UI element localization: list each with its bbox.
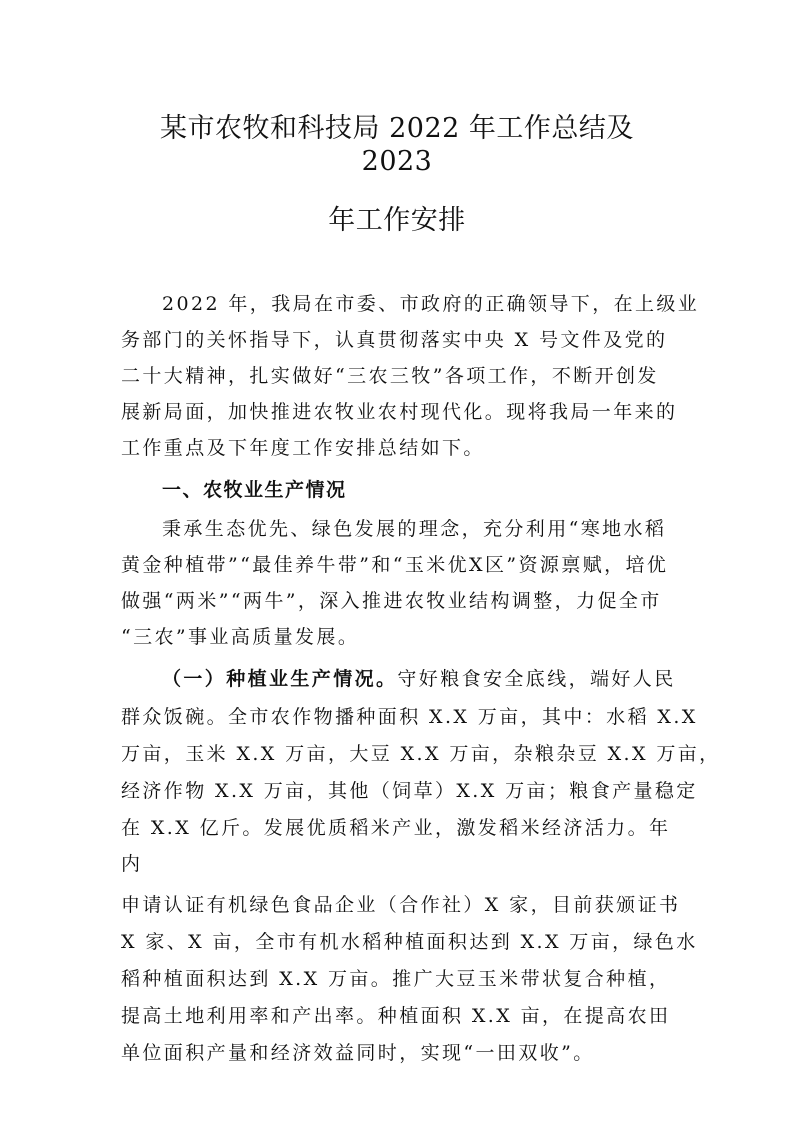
paragraph-2-line-4: “三农”事业高质量发展。 — [121, 626, 360, 648]
document-title-line-1: 某市农牧和科技局 2022 年工作总结及 — [160, 113, 634, 144]
paragraph-3-line-10: 提高土地利用率和产出率。种植面积 X.X 亩，在提高农田 — [121, 1005, 671, 1027]
paragraph-2-line-3: 做强“两米”“两牛”，深入推进农牧业结构调整，力促全市 — [121, 590, 662, 612]
paragraph-3-line-7: 申请认证有机绿色食品企业（合作社）X 家，目前获颁证书 — [121, 894, 681, 916]
paragraph-3-line-6: 内 — [121, 853, 143, 875]
subsection-1-label: （一）种植业生产情况。 — [162, 668, 398, 690]
paragraph-1-line-2: 务部门的关怀指导下，认真贯彻落实中央 X 号文件及党的 — [121, 329, 668, 351]
section-1-heading: 一、农牧业生产情况 — [162, 479, 347, 501]
paragraph-3-line-1-text: 守好粮食安全底线，端好人民 — [397, 668, 676, 690]
paragraph-3-line-11: 单位面积产量和经济效益同时，实现“一田双收”。 — [121, 1042, 595, 1064]
paragraph-2-line-2: 黄金种植带”“最佳养牛带”和“玉米优X区”资源禀赋，培优 — [121, 554, 669, 576]
paragraph-2-line-1: 秉承生态优先、绿色发展的理念，充分利用“寒地水稻 — [162, 518, 667, 540]
paragraph-3-line-9: 稻种植面积达到 X.X 万亩。推广大豆玉米带状复合种植， — [121, 968, 671, 990]
paragraph-3-line-8: X 家、X 亩，全市有机水稻种植面积达到 X.X 万亩，绿色水 — [121, 931, 698, 953]
paragraph-3-line-4: 经济作物 X.X 万亩，其他（饲草）X.X 万亩；粮食产量稳定 — [121, 780, 698, 802]
paragraph-3-line-5: 在 X.X 亿斤。发展优质稻米产业，激发稻米经济活力。年 — [121, 817, 671, 839]
paragraph-3-line-3: 万亩，玉米 X.X 万亩，大豆 X.X 万亩，杂粮杂豆 X.X 万亩， — [121, 743, 721, 765]
paragraph-3-line-1 — [162, 664, 676, 691]
paragraph-1-line-5: 工作重点及下年度工作安排总结如下。 — [121, 437, 485, 459]
document-title-line-2: 2023 — [361, 146, 433, 177]
paragraph-1-line-4: 展新局面，加快推进农牧业农村现代化。现将我局一年来的 — [121, 401, 678, 423]
paragraph-1-line-1: 2022 年，我局在市委、市政府的正确领导下，在上级业 — [162, 293, 700, 315]
paragraph-1-line-3: 二十大精神，扎实做好“三农三牧”各项工作，不断开创发 — [121, 365, 659, 387]
document-title-line-3: 年工作安排 — [328, 205, 466, 236]
paragraph-3-line-2: 群众饭碗。全市农作物播种面积 X.X 万亩，其中：水稻 X.X — [121, 706, 698, 728]
